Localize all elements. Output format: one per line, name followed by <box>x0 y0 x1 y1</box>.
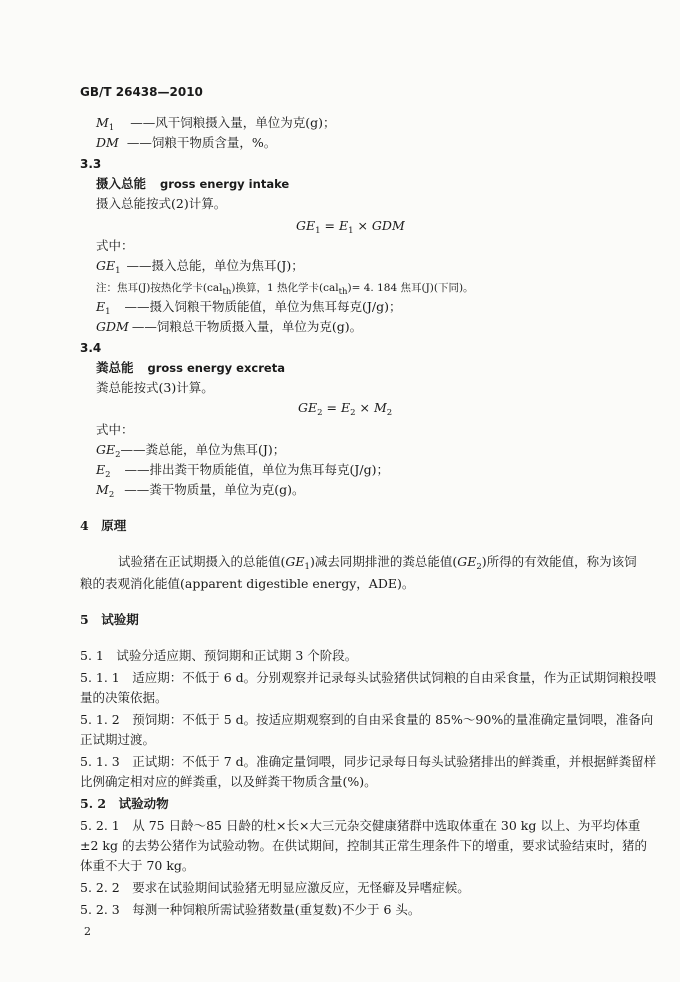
standard-code: GB/T 26438—2010 <box>80 85 203 99</box>
note-joule: 注：焦耳(J)按热化学卡(cal$_{th}$)换算，1 热化学卡(cal$_{th}$)= 4. 184 焦耳(J)(下同)。 <box>96 282 474 297</box>
section-4-heading: 4 原理 <box>80 518 127 533</box>
clause-5-2-2: 5. 2. 2 要求在试验期间试验猪无明显应激反应，无怪癖及异嗜症候。 <box>80 880 470 895</box>
clause-5-1-3-cont: 比例确定相对应的鲜粪重，以及鲜粪干物质含量(%)。 <box>80 774 377 789</box>
principle-line-2: 粮的表观消化能值(apparent digestible energy，ADE)。 <box>80 576 415 591</box>
where-label-3: 式中： <box>96 422 134 437</box>
section-3-3-intro: 摄入总能按式(2)计算。 <box>96 196 227 211</box>
def-gdm: GDM ——饲粮总干物质摄入量，单位为克(g)。 <box>96 319 363 334</box>
def-e1: $E_1$ ——摄入饲粮干物质能值，单位为焦耳每克(J/g)； <box>96 299 402 317</box>
clause-5-2-1: 5. 2. 1 从 75 日龄～85 日龄的杜×长×大三元杂交健康猪群中选取体重在 30 kg 以上、为平均体重 <box>80 818 641 833</box>
def-e2: $E_2$ ——排出粪干物质能值，单位为焦耳每克(J/g)； <box>96 462 390 480</box>
clause-5-1-3: 5. 1. 3 正试期：不低于 7 d。准确定量饲喂，同步记录每日每头试验猪排出的鲜粪重，并根据鲜粪留样 <box>80 754 657 769</box>
clause-5-1-1: 5. 1. 1 适应期：不低于 6 d。分别观察并记录每头试验猪供试饲粮的自由采食量，作为正试期饲粮投喂 <box>80 670 657 685</box>
equation-2: $GE_1 = E_1$ × GDM <box>296 218 405 236</box>
clause-5-2-1-cont-1: ±2 kg 的去势公猪作为试验动物。在供试期间，控制其正常生理条件下的增重，要求试验结束时，猪的 <box>80 838 647 853</box>
equation-3: $GE_2 = E_2 \times M_2$ <box>298 400 393 418</box>
section-3-3-title: 摄入总能 gross energy intake <box>96 176 290 191</box>
where-label-2: 式中： <box>96 238 134 253</box>
principle-line-1: 试验猪在正试期摄入的总能值$(GE_1)$减去同期排泄的粪总能值$(GE_2)$所得的有效能值，称为该饲 <box>118 554 637 572</box>
clause-5-1-2: 5. 1. 2 预饲期：不低于 5 d。按适应期观察到的自由采食量的 85%～90%的量准确定量饲喂，准备向 <box>80 712 654 727</box>
clause-5-2-3: 5. 2. 3 每测一种饲粮所需试验猪数量(重复数)不少于 6 头。 <box>80 902 421 917</box>
def-dm: DM ——饲粮干物质含量，%。 <box>96 135 277 150</box>
def-m2: $M_2$ ——粪干物质量，单位为克(g)。 <box>96 482 305 500</box>
section-3-4-number: 3.4 <box>80 341 102 355</box>
section-3-4-title: 粪总能 gross energy excreta <box>96 360 285 375</box>
section-3-3-number: 3.3 <box>80 157 102 171</box>
clause-5-1-2-cont: 正试期过渡。 <box>80 732 156 747</box>
section-5-heading: 5 试验期 <box>80 612 139 627</box>
clause-5-1-1-cont: 量的决策依据。 <box>80 690 168 705</box>
clause-5-1: 5. 1 试验分适应期、预饲期和正试期 3 个阶段。 <box>80 648 358 663</box>
page-number: 2 <box>84 925 91 938</box>
def-ge1: $GE_1$ ——摄入总能，单位为焦耳(J)； <box>96 258 304 276</box>
section-3-4-intro: 粪总能按式(3)计算。 <box>96 380 214 395</box>
clause-5-2-1-cont-2: 体重不大于 70 kg。 <box>80 858 195 873</box>
def-ge2: $GE_2——$粪总能，单位为焦耳(J)； <box>96 442 286 460</box>
clause-5-2: 5. 2 试验动物 <box>80 796 169 811</box>
def-m1: $M_1$ ——风干饲粮摄入量，单位为克(g)； <box>96 115 336 133</box>
